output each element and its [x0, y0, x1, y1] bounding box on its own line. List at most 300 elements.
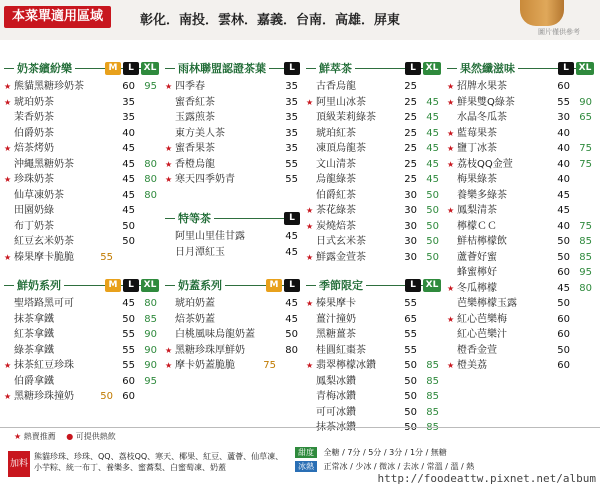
- item-name: 綠茶拿鐵: [14, 344, 54, 356]
- item-name: 橙美荔: [457, 360, 487, 371]
- menu-item: [447, 141, 594, 157]
- menu-item: [306, 203, 441, 219]
- menu-item: [306, 110, 441, 126]
- item-name: 白桃風味烏龍奶蓋: [175, 329, 255, 340]
- price-l: 45: [285, 313, 298, 325]
- menu-item: [165, 141, 300, 157]
- menu-item: [4, 374, 159, 390]
- item-name: 玉露煎茶: [175, 112, 215, 123]
- menu-items: [165, 79, 300, 188]
- item-name: 沖繩黑糖奶茶: [14, 158, 74, 170]
- price-l: 25: [404, 143, 417, 154]
- item-name: 黑糖珍珠厚鮮奶: [175, 344, 245, 356]
- item-name: 水晶冬瓜茶: [457, 112, 507, 123]
- price-l: 25: [404, 158, 417, 170]
- menu-item: [4, 389, 159, 405]
- size-badges: [284, 62, 300, 75]
- item-name: 榛果摩卡脆脆: [14, 251, 74, 263]
- section-special-tea: [165, 211, 300, 260]
- menu-item: [447, 95, 594, 111]
- price-l: 55: [122, 344, 135, 356]
- price-xl: 95: [144, 375, 157, 387]
- size-badge-xl: XL: [141, 62, 159, 75]
- item-name: 日式玄米茶: [316, 236, 366, 247]
- menu-item: [447, 234, 594, 250]
- price-m: 50: [100, 391, 113, 402]
- item-name: 文山清茶: [316, 158, 356, 170]
- hot-star-icon: ★: [447, 82, 455, 91]
- hot-star-icon: ★: [447, 97, 455, 107]
- price-l: 55: [122, 329, 135, 340]
- item-name: 紅茶拿鐵: [14, 329, 54, 340]
- price-l: 45: [122, 205, 135, 216]
- sweetness-levels: 全糖 / 7分 / 5分 / 3分 / 1分 / 無糖: [323, 448, 447, 457]
- section-title: 奶茶繽紛樂: [14, 61, 75, 76]
- price-xl: 80: [144, 158, 157, 170]
- heat-dot-icon: ●: [58, 432, 74, 441]
- price-l: 45: [285, 246, 298, 258]
- item-name: 珍珠奶茶: [14, 174, 54, 185]
- item-name: 蘆薈好蜜: [457, 251, 497, 263]
- section-certified-tea: [165, 61, 300, 188]
- price-l: 50: [557, 298, 570, 309]
- item-name: 桂圓紅棗茶: [316, 344, 366, 356]
- hot-star-icon: ★: [447, 361, 455, 370]
- menu-item: [165, 110, 300, 126]
- item-name: 田園奶綠: [14, 205, 54, 216]
- size-badge-l: L: [558, 62, 574, 75]
- price-l: 50: [404, 375, 417, 387]
- menu-item: [165, 358, 300, 374]
- region-tag: 本菜單適用區域: [4, 6, 111, 28]
- hot-star-icon: ★: [4, 361, 12, 370]
- item-name: 可可冰鑽: [316, 406, 356, 418]
- price-l: 60: [557, 81, 570, 92]
- section-fresh-milk: [4, 278, 159, 405]
- menu-item: [4, 110, 159, 126]
- menu-item: [4, 296, 159, 312]
- price-l: 40: [122, 127, 135, 139]
- menu-item: [306, 358, 441, 374]
- price-xl: 45: [426, 96, 439, 108]
- menu-item: [165, 95, 300, 111]
- price-l: 45: [557, 282, 570, 294]
- price-l: 35: [122, 96, 135, 108]
- item-name: 頂級茉莉綠茶: [316, 112, 376, 123]
- menu-item: [4, 234, 159, 250]
- hot-star-icon: ★: [306, 299, 314, 308]
- price-xl: 50: [426, 189, 439, 201]
- menu-item: [306, 157, 441, 173]
- hot-star-icon: ★: [306, 221, 314, 231]
- menu-item: [447, 250, 594, 266]
- item-name: 冬瓜檸檬: [457, 282, 497, 294]
- price-xl: 85: [426, 375, 439, 387]
- menu-item: [447, 312, 594, 328]
- price-l: 45: [122, 189, 135, 201]
- price-l: 55: [557, 96, 570, 108]
- price-xl: 85: [426, 406, 439, 418]
- price-l: 45: [122, 298, 135, 309]
- menu-item: [4, 219, 159, 235]
- menu-item: [306, 405, 441, 421]
- price-xl: 85: [579, 236, 592, 247]
- item-name: 阿里山冰茶: [316, 96, 366, 108]
- hot-star-icon: ★: [165, 144, 173, 153]
- menu-item: [306, 141, 441, 157]
- price-l: 35: [285, 143, 298, 154]
- hot-star-icon: ★: [14, 432, 22, 441]
- hot-star-icon: ★: [165, 361, 173, 370]
- menu-item: [4, 250, 159, 266]
- price-l: 25: [404, 81, 417, 92]
- price-xl: 85: [426, 360, 439, 371]
- item-name: 布丁奶茶: [14, 220, 54, 232]
- section-header: [447, 61, 594, 77]
- item-name: 榛果摩卡: [316, 298, 356, 309]
- price-xl: 45: [426, 127, 439, 139]
- price-l: 50: [122, 313, 135, 325]
- size-badge-m: M: [105, 62, 121, 75]
- ice-row: [295, 461, 474, 472]
- price-l: 50: [557, 236, 570, 247]
- addon-list: 熊貓珍珠、珍珠、QQ、荔枝QQ、寒天、椰果、紅豆、蘆薈、仙草凍、小芋粽、統一布丁、養樂多、蜜蕎梨、白蜜萄凍、奶蓋: [34, 452, 284, 472]
- section-title: 鮮奶系列: [14, 278, 64, 293]
- menu-item: [447, 172, 594, 188]
- menu-item: [4, 126, 159, 142]
- price-l: 50: [285, 329, 298, 340]
- size-badge-xl: XL: [423, 279, 441, 292]
- price-xl: 90: [144, 360, 157, 371]
- menu-item: [447, 188, 594, 204]
- item-name: 藍莓果茶: [457, 127, 497, 139]
- menu-item: [306, 79, 441, 95]
- menu-items: [165, 296, 300, 374]
- price-l: 45: [122, 174, 135, 185]
- item-name: 黑糖薑茶: [316, 329, 356, 340]
- item-name: 仙草凍奶茶: [14, 189, 64, 201]
- item-name: 黑糖珍珠撞奶: [14, 391, 74, 402]
- size-badges: [405, 62, 441, 75]
- price-xl: 45: [426, 143, 439, 154]
- size-badge-l: L: [405, 62, 421, 75]
- menu-item: [165, 229, 300, 245]
- size-badge-l: L: [405, 279, 421, 292]
- size-badges: [558, 62, 594, 75]
- hot-star-icon: ★: [306, 252, 314, 262]
- size-badge-l: L: [123, 279, 139, 292]
- price-l: 55: [285, 158, 298, 170]
- price-l: 50: [557, 251, 570, 263]
- price-l: 45: [285, 298, 298, 309]
- item-name: 翡翠檸檬冰鑽: [316, 360, 376, 371]
- menu-item: [4, 79, 159, 95]
- menu-items: [4, 79, 159, 265]
- section-milk-tea: [4, 61, 159, 265]
- menu-item: [4, 141, 159, 157]
- item-name: 焙茶烤奶: [14, 143, 54, 154]
- price-l: 50: [404, 406, 417, 418]
- menu-items: [4, 296, 159, 405]
- menu-item: [165, 79, 300, 95]
- menu-item: [447, 219, 594, 235]
- hot-star-icon: ★: [4, 175, 12, 184]
- item-name: 招牌水果茶: [457, 81, 507, 92]
- price-xl: 90: [144, 329, 157, 340]
- price-xl: 90: [579, 96, 592, 108]
- price-l: 55: [404, 329, 417, 340]
- menu-item: [306, 312, 441, 328]
- price-l: 30: [404, 220, 417, 232]
- size-badge-l: L: [284, 279, 300, 292]
- legend-hot: 熱賣推薦: [23, 432, 56, 441]
- section-header: [306, 61, 441, 77]
- menu-item: [447, 110, 594, 126]
- section-fruit: [447, 61, 594, 374]
- size-badge-l: L: [284, 212, 300, 225]
- item-name: 摩卡奶蓋脆脆: [175, 360, 235, 371]
- size-badge-m: M: [105, 279, 121, 292]
- size-badge-l: L: [284, 62, 300, 75]
- hot-star-icon: ★: [4, 392, 12, 401]
- menu-item: [447, 296, 594, 312]
- size-badge-xl: XL: [423, 62, 441, 75]
- price-l: 60: [557, 267, 570, 278]
- menu-item: [4, 358, 159, 374]
- size-badge-l: L: [123, 62, 139, 75]
- price-l: 50: [122, 220, 135, 232]
- menu-item: [447, 126, 594, 142]
- price-l: 60: [557, 329, 570, 340]
- hot-star-icon: ★: [447, 128, 455, 138]
- menu-item: [306, 234, 441, 250]
- section-milk-foam: [165, 278, 300, 374]
- menu-item: [165, 157, 300, 173]
- menu-items: [306, 296, 441, 436]
- menu-item: [4, 157, 159, 173]
- hot-star-icon: ★: [165, 345, 173, 355]
- item-name: 薑汁撞奶: [316, 313, 356, 325]
- item-name: 日月潭紅玉: [175, 246, 225, 258]
- photo-note: 圖片僅供參考: [538, 28, 580, 36]
- menu-item: [306, 95, 441, 111]
- section-header: [306, 278, 441, 294]
- section-header: [165, 61, 300, 77]
- section-header: [4, 61, 159, 77]
- section-header: [165, 278, 300, 294]
- price-l: 35: [285, 81, 298, 92]
- price-l: 60: [122, 391, 135, 402]
- price-l: 45: [122, 143, 135, 154]
- price-m: 75: [263, 360, 276, 371]
- size-badges: [105, 62, 159, 75]
- menu-item: [447, 343, 594, 359]
- item-name: 紅心芭樂梅: [457, 313, 507, 325]
- menu-item: [306, 296, 441, 312]
- price-l: 25: [404, 174, 417, 185]
- item-name: 鹽丁冰茶: [457, 143, 497, 154]
- item-name: 青梅冰鑽: [316, 391, 356, 402]
- price-l: 30: [404, 251, 417, 263]
- menu-item: [447, 265, 594, 281]
- price-l: 40: [557, 158, 570, 170]
- price-l: 35: [285, 96, 298, 108]
- price-l: 35: [122, 112, 135, 123]
- menu-item: [306, 374, 441, 390]
- hot-star-icon: ★: [306, 97, 314, 107]
- price-l: 60: [557, 360, 570, 371]
- price-l: 30: [404, 205, 417, 216]
- menu-item: [165, 245, 300, 261]
- menu-item: [306, 327, 441, 343]
- price-xl: 80: [144, 174, 157, 185]
- item-name: 東方美人茶: [175, 127, 225, 139]
- item-name: 聖塔路黑可可: [14, 298, 74, 309]
- item-name: 琥珀紅茶: [316, 127, 356, 139]
- hot-star-icon: ★: [4, 144, 12, 153]
- item-name: 焙茶奶蓋: [175, 313, 215, 325]
- menu-item: [4, 312, 159, 328]
- price-xl: 65: [579, 112, 592, 123]
- size-badges: [405, 279, 441, 292]
- section-title: 雨林聯盟認證茶葉: [175, 61, 269, 76]
- item-name: 阿里山里佳甘露: [175, 231, 245, 242]
- size-badges: [105, 279, 159, 292]
- item-name: 養樂多綠茶: [457, 189, 507, 201]
- price-l: 45: [557, 205, 570, 216]
- item-name: 四季春: [175, 81, 205, 92]
- hot-star-icon: ★: [306, 206, 314, 215]
- price-xl: 50: [426, 251, 439, 263]
- price-l: 50: [404, 360, 417, 371]
- hot-star-icon: ★: [306, 361, 314, 370]
- item-name: 琥珀奶蓋: [175, 298, 215, 309]
- menu-item: [447, 157, 594, 173]
- menu-items: [447, 79, 594, 374]
- price-xl: 75: [579, 158, 592, 170]
- menu-item: [165, 126, 300, 142]
- price-xl: 90: [144, 344, 157, 356]
- hot-star-icon: ★: [447, 283, 455, 293]
- price-l: 55: [404, 344, 417, 356]
- price-l: 55: [122, 360, 135, 371]
- menu-item: [4, 188, 159, 204]
- section-title: 果然纖滋味: [457, 61, 518, 76]
- price-l: 80: [285, 344, 298, 356]
- price-xl: 75: [579, 143, 592, 154]
- price-l: 50: [557, 344, 570, 356]
- price-xl: 95: [144, 81, 157, 92]
- hot-star-icon: ★: [165, 175, 173, 184]
- price-l: 45: [285, 231, 298, 242]
- ice-levels: 正常冰 / 少冰 / 微冰 / 去冰 / 常溫 / 溫 / 熱: [323, 462, 475, 471]
- price-l: 30: [404, 189, 417, 201]
- item-name: 炭燒焙茶: [316, 220, 356, 232]
- size-badges: [266, 279, 300, 292]
- item-name: 伯爵紅茶: [316, 189, 356, 201]
- hot-star-icon: ★: [447, 159, 455, 169]
- menu-item: [447, 358, 594, 374]
- item-name: 抹茶紅豆珍珠: [14, 360, 74, 371]
- price-xl: 45: [426, 112, 439, 123]
- section-fresh-brew: [306, 61, 441, 265]
- price-l: 35: [285, 127, 298, 139]
- item-name: 鳳梨冰鑽: [316, 375, 356, 387]
- section-seasonal: [306, 278, 441, 436]
- menu-item: [447, 327, 594, 343]
- item-name: 鮮露金萱茶: [316, 251, 366, 263]
- item-name: 蜂蜜檸好: [457, 267, 497, 278]
- watermark-url: http://foodeattw.pixnet.net/album: [377, 472, 596, 485]
- section-header: [4, 278, 159, 294]
- hot-star-icon: ★: [447, 144, 455, 153]
- item-name: 橙香金萱: [457, 344, 497, 356]
- menu-item: [447, 281, 594, 297]
- price-xl: 50: [426, 220, 439, 232]
- ice-label: 冰熱: [295, 461, 317, 472]
- section-title: 鮮萃茶: [316, 61, 355, 76]
- size-badge-m: M: [266, 279, 282, 292]
- item-name: 香橙烏龍: [175, 158, 215, 170]
- section-title: 奶蓋系列: [175, 278, 225, 293]
- price-l: 30: [404, 236, 417, 247]
- price-l: 60: [557, 313, 570, 325]
- region-list: 彰化．南投．雲林．嘉義．台南．高雄．屏東: [140, 13, 401, 28]
- item-name: 寒天四季奶青: [175, 174, 235, 185]
- price-l: 40: [557, 220, 570, 232]
- menu-item: [165, 327, 300, 343]
- price-l: 40: [557, 143, 570, 154]
- item-name: 鳳梨清茶: [457, 205, 497, 216]
- price-xl: 85: [144, 313, 157, 325]
- price-l: 45: [557, 189, 570, 201]
- menu-item: [4, 203, 159, 219]
- menu-item: [165, 172, 300, 188]
- item-name: 紅豆玄米奶茶: [14, 236, 74, 247]
- price-xl: 85: [579, 251, 592, 263]
- item-name: 鮮桔檸檬飲: [457, 236, 507, 247]
- item-name: 鮮果雙Q綠茶: [457, 96, 515, 108]
- price-xl: 85: [426, 391, 439, 402]
- price-xl: 45: [426, 158, 439, 170]
- section-title: 季節限定: [316, 278, 366, 293]
- legend-heat: 可提供熱飲: [75, 432, 116, 441]
- hot-star-icon: ★: [447, 314, 455, 324]
- item-name: 烏龍綠茶: [316, 174, 356, 185]
- hot-star-icon: ★: [447, 206, 455, 215]
- item-name: 蜜香果茶: [175, 143, 215, 154]
- menu-item: [306, 250, 441, 266]
- menu-item: [165, 296, 300, 312]
- item-name: 茉香奶茶: [14, 112, 54, 123]
- item-name: 蜜香紅茶: [175, 96, 215, 108]
- menu-item: [306, 343, 441, 359]
- menu-item: [165, 312, 300, 328]
- footer-divider: [0, 427, 600, 428]
- price-l: 30: [557, 112, 570, 123]
- menu-item: [4, 327, 159, 343]
- price-l: 50: [404, 391, 417, 402]
- price-xl: 50: [426, 236, 439, 247]
- price-l: 25: [404, 112, 417, 123]
- price-xl: 80: [144, 298, 157, 309]
- price-xl: 50: [426, 205, 439, 216]
- item-name: 荔枝QQ金萱: [457, 158, 513, 170]
- price-xl: 80: [579, 282, 592, 294]
- price-l: 25: [404, 96, 417, 108]
- menu-items: [165, 229, 300, 260]
- item-name: 檸檬ＣＣ: [457, 220, 497, 232]
